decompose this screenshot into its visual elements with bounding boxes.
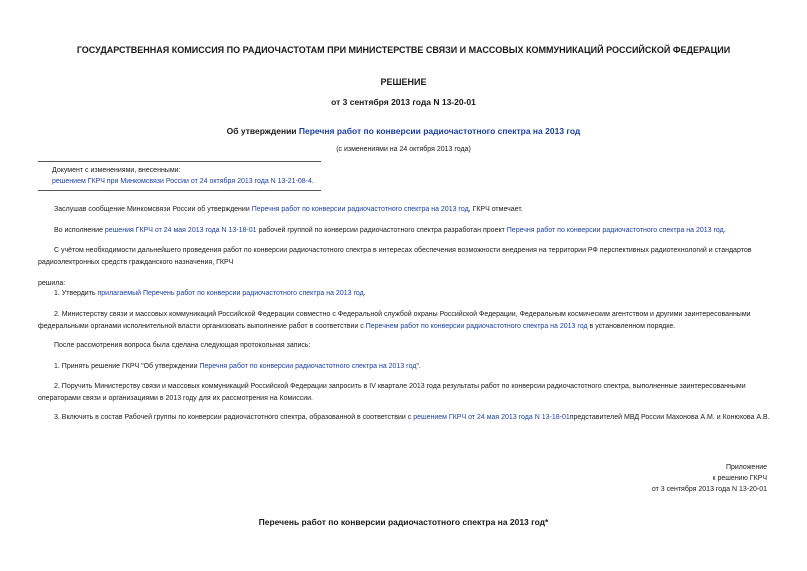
p5-text: 2. Министерству связи и массовых коммуникаций Российской Федерации совместно с Федеральной службой охраны Российской Федерации, Федеральным космическим агентством и другими заинтересованными федеральными органами исполнительной власти организовать выполнение работ в соответствии с (38, 311, 751, 330)
appendix-label: Приложение (725, 464, 767, 471)
p1-tail: , ГКРЧ отмечает. (468, 206, 523, 213)
document-type: РЕШЕНИЕ (380, 77, 427, 87)
item-2-ministry (38, 309, 774, 333)
paragraph-execution (38, 225, 774, 237)
protocol-item-3 (38, 412, 774, 424)
p4-text: 1. Утвердить (54, 290, 98, 297)
p9-tail: представителей МВД России Махонова А.М. и Конюхова А.В. (569, 414, 770, 421)
p9-link[interactable]: решением ГКРЧ от 24 мая 2013 года N 13-18-01 (413, 414, 570, 421)
amendments-note: (с изменениями на 24 октября 2013 года) (336, 146, 471, 153)
p1-link[interactable]: Перечня работ по конверсии радиочастотного спектра на 2013 год (251, 206, 469, 213)
paragraph-protocol: После рассмотрения вопроса была сделана следующая протокольная запись: (54, 342, 311, 349)
appendix-date: от 3 сентября 2013 года N 13-20-01 (651, 486, 767, 493)
decided-label: решила: (38, 280, 66, 287)
amending-decision-link[interactable]: решением ГКРЧ при Минкомсвязи России от 24 октября 2013 года N 13-21-08-4 (52, 178, 312, 185)
note-tail: . (311, 178, 314, 185)
title-prefix: Об утверждении (226, 126, 299, 136)
commission-title: ГОСУДАРСТВЕННАЯ КОМИССИЯ ПО РАДИОЧАСТОТАМ ПРИ МИНИСТЕРСТВЕ СВЯЗИ И МАССОВЫХ КОММУНИКАЦИЙ РОССИЙСКОЙ ФЕДЕРАЦИИ (76, 45, 731, 55)
paragraph-heard (38, 204, 774, 216)
document-title (0, 126, 807, 136)
p9-text: 3. Включить в состав Рабочей группы по конверсии радиочастотного спектра, образованной в соответствии с (54, 414, 414, 421)
protocol-item-1 (38, 361, 774, 373)
p4-tail: . (363, 290, 366, 297)
p4-link[interactable]: прилагаемый Перечень работ по конверсии радиочастотного спектра на 2013 год (97, 290, 364, 297)
p7-tail: ". (416, 363, 421, 370)
p7-text: 1. Принять решение ГКРЧ "Об утверждении (54, 363, 200, 370)
p2-mid: рабочей группой по конверсии радиочастотного спектра разработан проект (256, 227, 507, 234)
appendix-header (652, 462, 767, 495)
p1-text: Заслушав сообщение Минкомсвязи России об утверждении (54, 206, 252, 213)
p2-list-link[interactable]: Перечня работ по конверсии радиочастотного спектра на 2013 год (506, 227, 724, 234)
appendix-to-decision: к решению ГКРЧ (712, 475, 767, 482)
note-link-line (52, 176, 314, 187)
protocol-item-2: 2. Поручить Министерству связи и массовых коммуникаций Российской Федерации запросить в IV квартале 2013 года результаты работ по конверсии радиочастотного спектра, выполненные заинтересованными операторами связи и организациями в 2013 году для их рассмотрения на Комиссии. (38, 383, 746, 402)
p2-text: Во исполнение (54, 227, 105, 234)
note-line: Документ с изменениями, внесенными: (52, 167, 181, 174)
note-top-divider (38, 161, 321, 162)
p7-link[interactable]: Перечня работ по конверсии радиочастотного спектра на 2013 год (199, 363, 417, 370)
p5-tail: в установленном порядке. (587, 323, 676, 330)
item-1-approve (38, 288, 774, 300)
amendment-note (52, 165, 314, 187)
title-link[interactable]: Перечня работ по конверсии радиочастотного спектра на 2013 год (298, 126, 581, 136)
p2-tail: . (723, 227, 726, 234)
p5-link[interactable]: Перечнем работ по конверсии радиочастотного спектра на 2013 год (365, 323, 588, 330)
document-date-number: от 3 сентября 2013 года N 13-20-01 (331, 97, 476, 107)
note-bottom-divider (38, 190, 321, 191)
paragraph-considering: С учётом необходимости дальнейшего проведения работ по конверсии радиочастотного спектра в интересах обеспечения возможности внедрения на территории РФ перспективных радиотехнологий и стандартов радиоэлектронных средств гражданского назначения, ГКРЧ (38, 247, 752, 266)
appendix-title: Перечень работ по конверсии радиочастотного спектра на 2013 год* (258, 517, 549, 527)
p2-decision-link[interactable]: решения ГКРЧ от 24 мая 2013 года N 13-18-01 (104, 227, 257, 234)
